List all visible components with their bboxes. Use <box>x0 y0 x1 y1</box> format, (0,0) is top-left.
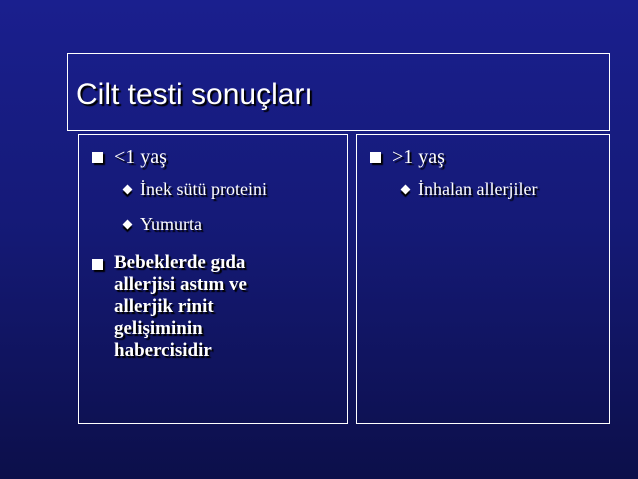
left-bullet-age-under-1: <1 yaş <box>114 146 167 168</box>
left-bullet-food-allergy-note <box>114 252 314 362</box>
title-box <box>67 53 610 131</box>
square-bullet-icon <box>92 152 103 163</box>
square-bullet-icon <box>92 259 103 270</box>
right-sub-item-inhalant-allergens: İnhalan allerjiler <box>418 179 538 199</box>
left-sub-item-cow-milk-protein: İnek sütü proteini <box>140 179 267 199</box>
left-sub-item-egg: Yumurta <box>140 214 202 234</box>
square-bullet-icon <box>370 152 381 163</box>
slide-title: Cilt testi sonuçları <box>76 78 313 111</box>
note-line: allerjisi astım ve <box>114 274 247 295</box>
note-line: gelişiminin <box>114 318 203 339</box>
right-bullet-age-over-1: >1 yaş <box>392 146 445 168</box>
note-line: habercisidir <box>114 340 212 361</box>
note-line: Bebeklerde gıda <box>114 252 246 273</box>
note-line: allerjik rinit <box>114 296 214 317</box>
